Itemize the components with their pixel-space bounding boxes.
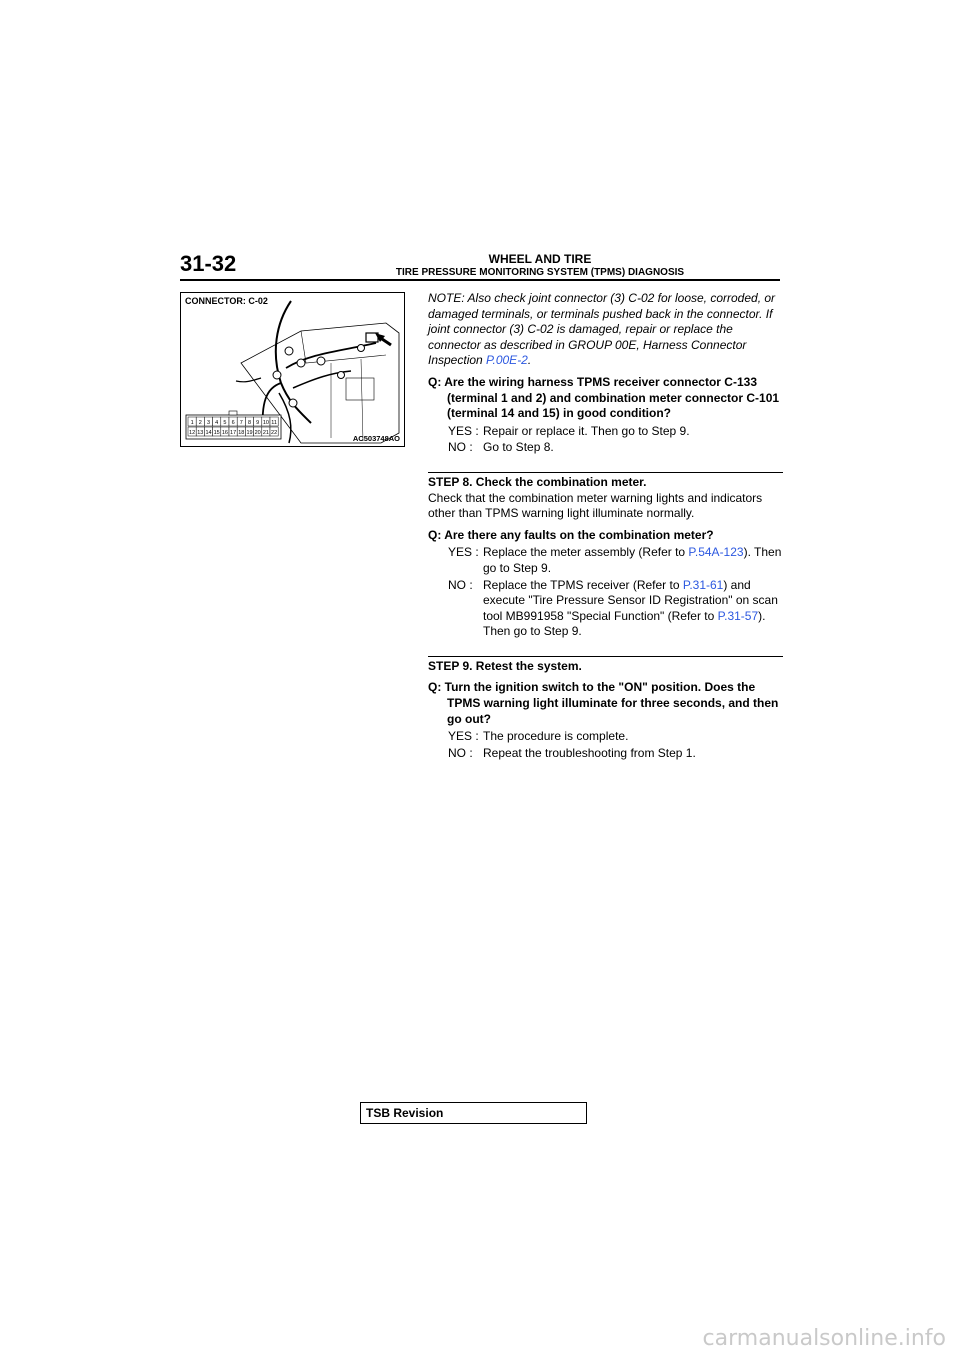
answer-no-8 bbox=[448, 578, 783, 640]
figure-caption: CONNECTOR: C-02 bbox=[185, 296, 268, 306]
pin-label: 20 bbox=[254, 430, 261, 436]
answer-no-9 bbox=[448, 746, 783, 762]
step-9-rule bbox=[428, 656, 783, 657]
link-p31-57[interactable]: P.31-57 bbox=[717, 608, 759, 623]
main-content bbox=[428, 291, 783, 762]
pin-label: 21 bbox=[262, 430, 269, 436]
pin-label: 13 bbox=[197, 430, 204, 436]
yes-text bbox=[483, 545, 783, 576]
pin-label: 1 bbox=[190, 420, 194, 426]
step-8-body: Check that the combination meter warning lights and indicators other than TPMS warning light illuminate normally. bbox=[428, 490, 763, 521]
no-text: Repeat the troubleshooting from Step 1. bbox=[483, 745, 696, 760]
pin-label: 12 bbox=[189, 430, 196, 436]
yes-text: Repair or replace it. Then go to Step 9. bbox=[483, 423, 690, 438]
pin-label: 4 bbox=[215, 420, 219, 426]
pin-label: 8 bbox=[247, 420, 252, 426]
link-p54a-123[interactable]: P.54A-123 bbox=[688, 545, 744, 560]
pin-label: 11 bbox=[271, 420, 277, 426]
yes-label: YES : bbox=[448, 545, 479, 560]
note-paragraph bbox=[428, 291, 783, 369]
step-9-title: STEP 9. Retest the system. bbox=[428, 658, 582, 673]
question-step-9: Q: Turn the ignition switch to the "ON" position. Does the TPMS warning light illuminate for three seconds, and then go out? bbox=[428, 680, 779, 726]
figure-code: AC503748AO bbox=[352, 434, 400, 443]
pin-label: 6 bbox=[231, 420, 235, 426]
yes-post: ). Then go to Step 9. bbox=[483, 545, 782, 575]
yes-label: YES : bbox=[448, 729, 479, 744]
pin-label: 14 bbox=[205, 430, 212, 436]
connector-pin-diagram bbox=[186, 411, 281, 439]
no-text bbox=[483, 578, 783, 640]
pin-label: 22 bbox=[271, 430, 278, 436]
pin-label: 18 bbox=[238, 430, 245, 436]
note-end: . bbox=[527, 353, 532, 368]
connector-illustration bbox=[181, 293, 406, 448]
pin-label: 9 bbox=[256, 420, 260, 426]
note-link[interactable]: P.00E-2 bbox=[486, 353, 528, 368]
answer-yes-8 bbox=[448, 545, 783, 576]
no-text: Go to Step 8. bbox=[483, 440, 554, 455]
pin-label: 16 bbox=[221, 430, 228, 436]
question-step-8: Q: Are there any faults on the combination meter? bbox=[428, 527, 714, 542]
no-label: NO : bbox=[448, 745, 473, 760]
page-number: 31-32 bbox=[180, 251, 237, 276]
pin-label: 10 bbox=[262, 420, 269, 426]
pin-label: 7 bbox=[239, 420, 243, 426]
pin-label: 5 bbox=[223, 420, 227, 426]
no-mid: ) and execute "Tire Pressure Sensor ID Registration" on scan tool MB991958 "Special Function" (Refer to bbox=[483, 577, 778, 623]
header-rule bbox=[180, 279, 780, 281]
yes-label: YES : bbox=[448, 423, 479, 438]
no-label: NO : bbox=[448, 440, 473, 455]
watermark: carmanualsonline.info bbox=[702, 1326, 946, 1351]
pin-label: 3 bbox=[206, 420, 211, 426]
answer-yes-9 bbox=[448, 729, 783, 745]
answer-yes-1 bbox=[448, 424, 783, 440]
no-pre: Replace the TPMS receiver (Refer to bbox=[483, 577, 683, 592]
step-8-title: STEP 8. Check the combination meter. bbox=[428, 474, 647, 489]
section-subtitle: TIRE PRESSURE MONITORING SYSTEM (TPMS) DIAGNOSIS bbox=[395, 267, 685, 278]
step-8-rule bbox=[428, 472, 783, 473]
section-title: WHEEL AND TIRE bbox=[488, 252, 592, 266]
tsb-revision-box: TSB Revision bbox=[360, 1102, 587, 1124]
answer-no-1 bbox=[448, 440, 783, 456]
connector-figure bbox=[180, 292, 405, 447]
pin-label: 17 bbox=[230, 430, 237, 436]
yes-text: The procedure is complete. bbox=[483, 729, 629, 744]
pin-label: 15 bbox=[213, 430, 220, 436]
link-p31-61[interactable]: P.31-61 bbox=[682, 577, 724, 592]
no-label: NO : bbox=[448, 577, 473, 592]
no-post: ). Then go to Step 9. bbox=[483, 608, 766, 639]
question-1: Q: Are the wiring harness TPMS receiver connector C-133 (terminal 1 and 2) and combination meter connector C-101 (terminal 14 and 15) in good condition? bbox=[428, 374, 780, 421]
yes-pre: Replace the meter assembly (Refer to bbox=[483, 545, 689, 560]
pin-label: 19 bbox=[246, 430, 253, 436]
note-text: NOTE: Also check joint connector (3) C-02 for loose, corroded, or damaged terminals, or terminals pushed back in the connector. If joint connector (3) C-02 is damaged, repair or replace the connector as described in GROUP 00E, Harness Connector Inspection bbox=[428, 291, 776, 368]
pin-label: 2 bbox=[198, 420, 202, 426]
